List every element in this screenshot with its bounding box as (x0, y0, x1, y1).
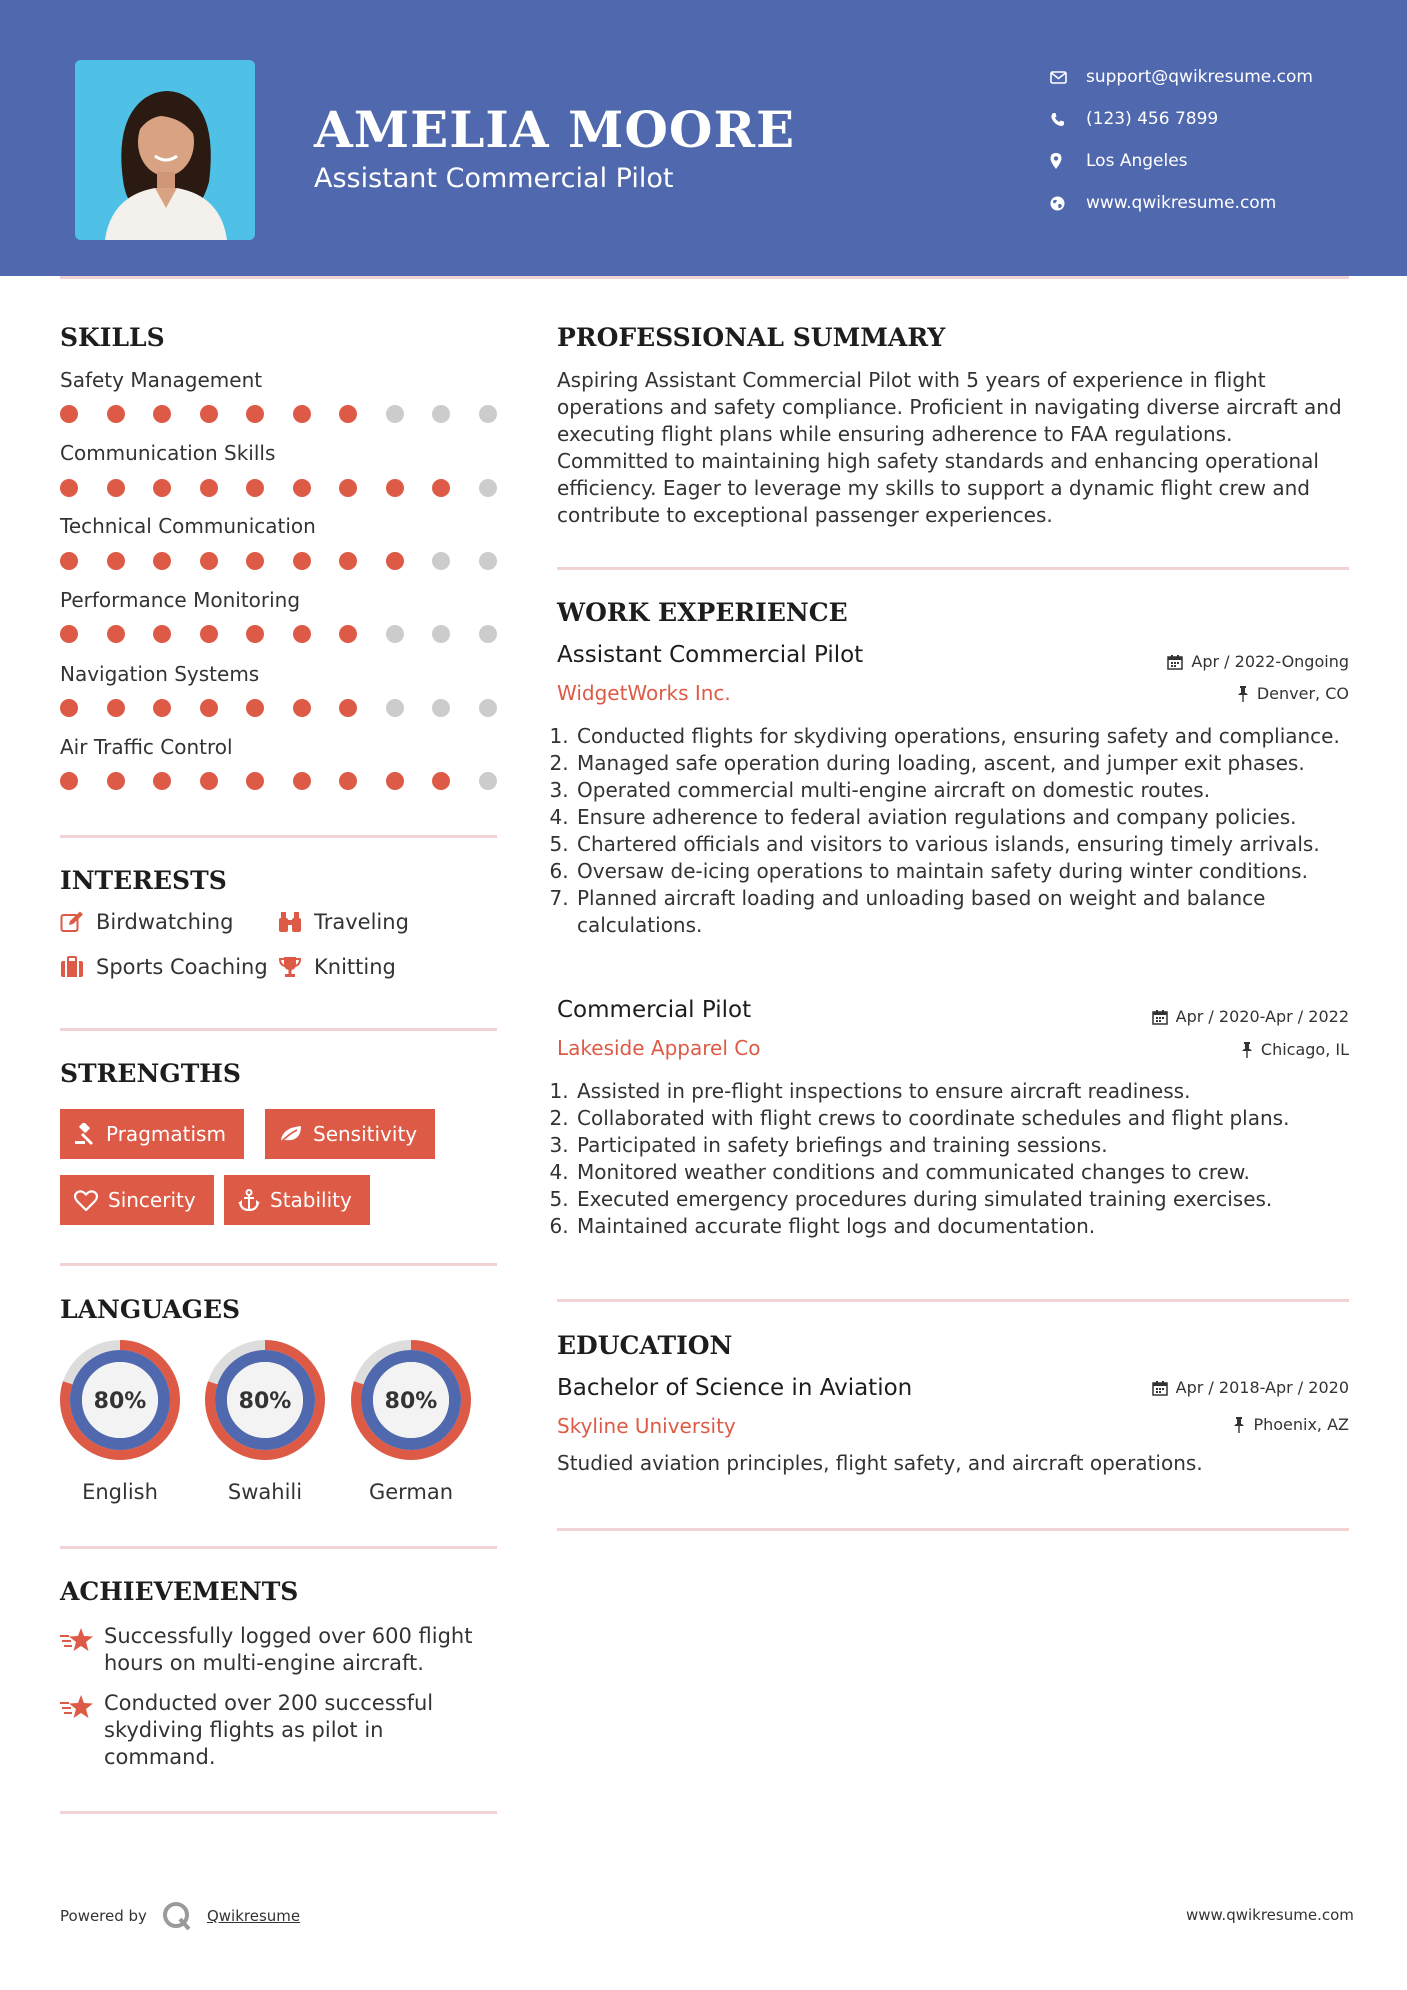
contact-location-text: Los Angeles (1086, 151, 1188, 171)
skill-dot-empty (479, 625, 497, 643)
job-bullet: 5. Executed emergency procedures during simulated training exercises. (575, 1186, 1349, 1213)
skill-dot-filled (386, 479, 404, 497)
skill-dot-filled (153, 699, 171, 717)
job-title: Assistant Commercial Pilot (557, 642, 864, 668)
interest-label: Traveling (314, 910, 409, 934)
language-percent: 80% (93, 1389, 147, 1414)
skill-dot-filled (153, 405, 171, 423)
interest-item (60, 910, 233, 934)
education-dates (1152, 1378, 1349, 1397)
skill-dot-filled (293, 552, 311, 570)
education-location (1233, 1415, 1349, 1434)
skill-dot-empty (386, 699, 404, 717)
skill-dot-filled (339, 405, 357, 423)
language-percent: 80% (238, 1389, 292, 1414)
interest-item (60, 955, 268, 979)
interest-item (278, 955, 396, 979)
skill-dot-filled (107, 699, 125, 717)
contact-website-text: www.qwikresume.com (1086, 193, 1277, 213)
job-bullet: 3. Operated commercial multi-engine aircraft on domestic routes. (575, 777, 1349, 804)
skill-dot-empty (479, 699, 497, 717)
section-divider (557, 567, 1349, 570)
strength-label: Pragmatism (106, 1122, 226, 1146)
phone-icon (1050, 109, 1086, 129)
candidate-name: AMELIA MOORE (314, 100, 796, 159)
skill-dot-filled (107, 405, 125, 423)
job-dates (1152, 1007, 1349, 1026)
envelope-icon (1050, 67, 1086, 87)
heart-icon (74, 1190, 98, 1211)
job-bullet: 3. Participated in safety briefings and training sessions. (575, 1132, 1349, 1159)
skill-dot-filled (200, 699, 218, 717)
skill-dot-filled (339, 479, 357, 497)
education-heading: EDUCATION (557, 1331, 733, 1360)
interests-heading: INTERESTS (60, 866, 227, 895)
skill-dot-filled (107, 552, 125, 570)
skill-label: Safety Management (60, 368, 263, 392)
language-percent: 80% (384, 1389, 438, 1414)
skill-dot-filled (60, 552, 78, 570)
skills-heading: SKILLS (60, 323, 165, 352)
job-bullet: 1. Assisted in pre-flight inspections to ensure aircraft readiness. (575, 1078, 1349, 1105)
skill-dot-filled (246, 552, 264, 570)
achievement-item (60, 1690, 497, 1771)
footer-website[interactable]: www.qwikresume.com (1186, 1906, 1354, 1924)
skill-dot-filled (293, 625, 311, 643)
language-ring (349, 1338, 473, 1462)
skill-dot-filled (339, 625, 357, 643)
company-name: Lakeside Apparel Co (557, 1036, 761, 1060)
section-divider (60, 1811, 497, 1814)
languages-heading: LANGUAGES (60, 1295, 241, 1324)
summary-heading: PROFESSIONAL SUMMARY (557, 323, 946, 352)
skill-label: Communication Skills (60, 441, 276, 465)
job-dates-text: Apr / 2022-Ongoing (1191, 652, 1349, 671)
candidate-title: Assistant Commercial Pilot (314, 163, 674, 194)
section-divider (557, 1528, 1349, 1531)
skill-rating (60, 699, 525, 717)
education-description: Studied aviation principles, flight safety, and aircraft operations. (557, 1451, 1203, 1475)
interest-label: Birdwatching (96, 910, 234, 934)
skill-dot-empty (432, 405, 450, 423)
achievements-heading: ACHIEVEMENTS (60, 1577, 299, 1606)
binoculars-icon (278, 911, 302, 933)
interest-label: Sports Coaching (96, 955, 268, 979)
section-divider (60, 1546, 497, 1549)
skill-dot-filled (107, 625, 125, 643)
language-name: German (368, 1480, 454, 1504)
job-bullets (557, 1078, 1349, 1240)
skill-dot-filled (339, 552, 357, 570)
strength-tag (60, 1109, 244, 1159)
job-bullet: 6. Oversaw de-icing operations to maintain safety during winter conditions. (575, 858, 1349, 885)
skill-label: Technical Communication (60, 514, 316, 538)
skill-dot-filled (60, 405, 78, 423)
job-bullet: 2. Managed safe operation during loading, ascent, and jumper exit phases. (575, 750, 1349, 777)
skill-rating (60, 552, 525, 570)
job-bullet: 6. Maintained accurate flight logs and documentation. (575, 1213, 1349, 1240)
skill-dot-filled (246, 479, 264, 497)
skill-rating (60, 625, 525, 643)
skill-dot-filled (293, 405, 311, 423)
interest-label: Knitting (314, 955, 396, 979)
company-name: WidgetWorks Inc. (557, 681, 731, 705)
skill-dot-filled (293, 479, 311, 497)
education-location-text: Phoenix, AZ (1253, 1415, 1349, 1434)
section-divider (60, 1028, 497, 1031)
job-bullets (557, 723, 1349, 939)
skill-dot-filled (200, 625, 218, 643)
profile-photo (75, 60, 255, 240)
section-divider (60, 1263, 497, 1266)
powered-by-text: Powered by (60, 1907, 147, 1925)
language-item (203, 1338, 327, 1504)
skill-dot-filled (432, 772, 450, 790)
skill-dot-filled (200, 552, 218, 570)
section-divider (60, 835, 497, 838)
anchor-icon (238, 1189, 260, 1211)
calendar-icon (1152, 1380, 1168, 1396)
footer-powered-by (60, 1900, 300, 1932)
language-item (349, 1338, 473, 1504)
school-name: Skyline University (557, 1414, 736, 1438)
skill-dot-filled (293, 772, 311, 790)
skill-dot-filled (339, 699, 357, 717)
education-dates-text: Apr / 2018-Apr / 2020 (1175, 1378, 1349, 1397)
strength-tag (60, 1175, 214, 1225)
strength-label: Stability (270, 1188, 352, 1212)
skill-dot-filled (60, 699, 78, 717)
skill-dot-filled (432, 479, 450, 497)
briefcase-icon (60, 956, 84, 978)
degree-title: Bachelor of Science in Aviation (557, 1375, 913, 1401)
calendar-icon (1167, 654, 1183, 670)
job-location-text: Denver, CO (1256, 684, 1349, 703)
shooting-star-icon (60, 1627, 94, 1653)
contact-phone[interactable] (1050, 98, 1313, 140)
skill-rating (60, 772, 525, 790)
skill-dot-filled (246, 772, 264, 790)
skill-label: Air Traffic Control (60, 735, 233, 759)
skill-rating (60, 479, 525, 497)
skill-dot-empty (479, 552, 497, 570)
calendar-icon (1152, 1009, 1168, 1025)
skill-dot-filled (60, 479, 78, 497)
skill-label: Navigation Systems (60, 662, 260, 686)
skill-dot-empty (432, 552, 450, 570)
pencil-square-icon (60, 911, 84, 933)
job-title: Commercial Pilot (557, 997, 752, 1023)
job-bullet: 1. Conducted flights for skydiving operations, ensuring safety and compliance. (575, 723, 1349, 750)
shooting-star-icon (60, 1694, 94, 1720)
map-pin-icon (1050, 151, 1086, 171)
skill-dot-filled (60, 772, 78, 790)
job-bullet: 2. Collaborated with flight crews to coordinate schedules and flight plans. (575, 1105, 1349, 1132)
leaf-icon (279, 1124, 303, 1144)
skill-dot-filled (293, 699, 311, 717)
skill-dot-filled (200, 772, 218, 790)
job-location-text: Chicago, IL (1260, 1040, 1349, 1059)
skill-dot-empty (386, 625, 404, 643)
skill-dot-filled (153, 552, 171, 570)
job-dates (1167, 652, 1349, 671)
skill-dot-filled (200, 405, 218, 423)
strength-label: Sensitivity (313, 1122, 418, 1146)
strength-tag (224, 1175, 370, 1225)
skill-dot-empty (479, 479, 497, 497)
job-bullet: 5. Chartered officials and visitors to various islands, ensuring timely arrivals. (575, 831, 1349, 858)
skill-dot-filled (246, 625, 264, 643)
globe-icon (1050, 193, 1086, 213)
contact-list (1050, 56, 1313, 224)
job-bullet: 7. Planned aircraft loading and unloading based on weight and balance calculations. (575, 885, 1349, 939)
language-name: Swahili (227, 1480, 303, 1504)
skill-dot-filled (246, 405, 264, 423)
language-name: English (82, 1480, 158, 1504)
brand-link[interactable]: Qwikresume (206, 1907, 301, 1925)
achievement-text: Successfully logged over 600 flight hours on multi-engine aircraft. (104, 1624, 473, 1675)
skill-dot-empty (432, 625, 450, 643)
contact-website[interactable] (1050, 182, 1313, 224)
header-divider (60, 276, 1349, 279)
skill-dot-filled (200, 479, 218, 497)
skill-dot-filled (60, 625, 78, 643)
job-dates-text: Apr / 2020-Apr / 2022 (1175, 1007, 1349, 1026)
language-ring (58, 1338, 182, 1462)
contact-location (1050, 140, 1313, 182)
summary-text: Aspiring Assistant Commercial Pilot with 5 years of experience in flight operations and safety compliance. Proficient in navigating diverse aircraft and executing flight plans while ensuring adherence to FAA regulations. Committed to maintaining high safety standards and enhancing operational efficiency. Eager to leverage my skills to support a dynamic flight crew and contribute to exceptional passenger experiences. (557, 368, 1342, 527)
skill-rating (60, 405, 525, 423)
skill-dot-filled (153, 625, 171, 643)
achievement-item (60, 1623, 497, 1677)
resume-header (0, 0, 1407, 276)
pushpin-icon (1241, 1042, 1253, 1058)
section-divider (557, 1299, 1349, 1302)
job-bullet: 4. Monitored weather conditions and communicated changes to crew. (575, 1159, 1349, 1186)
job-location (1241, 1040, 1349, 1059)
qwikresume-logo-icon (161, 1900, 193, 1932)
skill-dot-filled (339, 772, 357, 790)
pushpin-icon (1237, 686, 1249, 702)
skill-dot-filled (386, 772, 404, 790)
language-item (58, 1338, 182, 1504)
contact-phone-text: (123) 456 7899 (1086, 109, 1219, 129)
skill-dot-filled (153, 479, 171, 497)
profile-photo-illustration (75, 60, 255, 240)
trophy-icon (278, 956, 302, 978)
contact-email-text: support@qwikresume.com (1086, 67, 1313, 87)
strength-label: Sincerity (108, 1188, 196, 1212)
language-ring (203, 1338, 327, 1462)
strength-tag (265, 1109, 435, 1159)
job-location (1237, 684, 1349, 703)
achievement-text: Conducted over 200 successful skydiving flights as pilot in command. (104, 1691, 434, 1769)
skill-dot-filled (246, 699, 264, 717)
job-bullet: 4. Ensure adherence to federal aviation regulations and company policies. (575, 804, 1349, 831)
experience-heading: WORK EXPERIENCE (557, 598, 848, 627)
skill-dot-empty (386, 405, 404, 423)
skill-dot-empty (479, 405, 497, 423)
gavel-icon (74, 1123, 96, 1145)
strengths-heading: STRENGTHS (60, 1059, 241, 1088)
interest-item (278, 910, 409, 934)
skill-dot-empty (479, 772, 497, 790)
skill-dot-empty (432, 699, 450, 717)
skill-dot-filled (107, 479, 125, 497)
contact-email[interactable] (1050, 56, 1313, 98)
skill-dot-filled (107, 772, 125, 790)
pushpin-icon (1233, 1417, 1245, 1433)
skill-dot-filled (153, 772, 171, 790)
skill-dot-filled (386, 552, 404, 570)
skill-label: Performance Monitoring (60, 588, 301, 612)
